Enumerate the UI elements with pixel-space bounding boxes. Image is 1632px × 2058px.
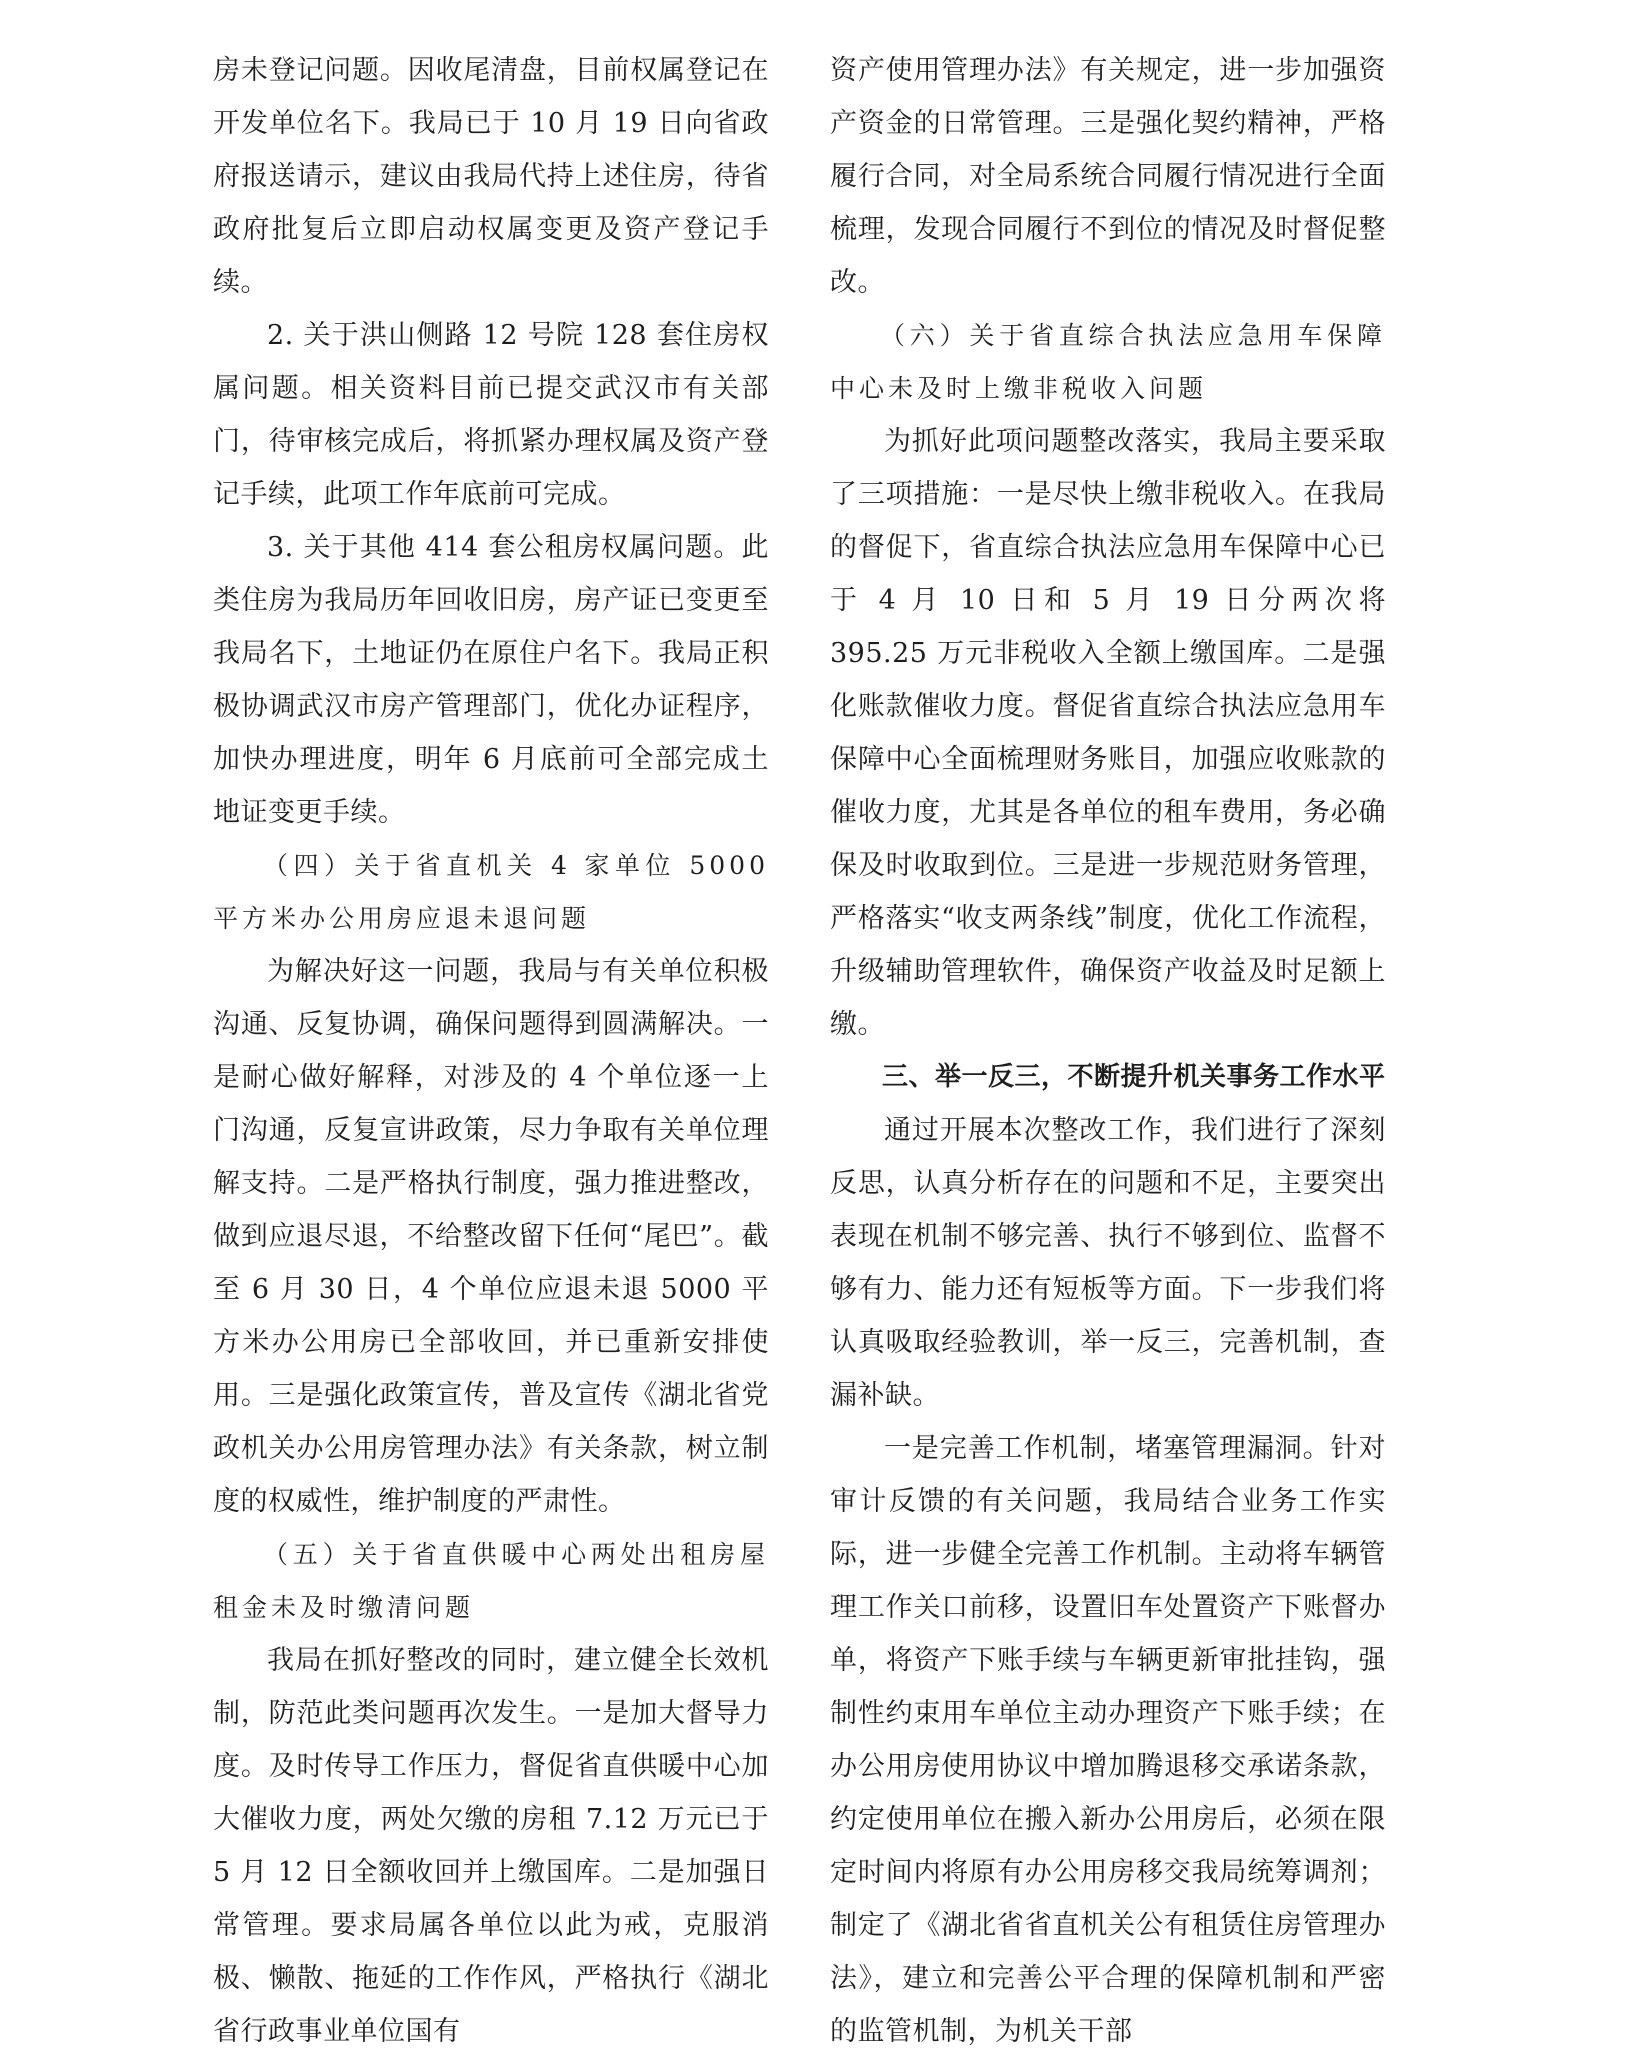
- subheading: （六）关于省直综合执法应急用车保障中心未及时上缴非税收入问题: [830, 321, 1386, 403]
- paragraph: 一是完善工作机制，堵塞管理漏洞。针对审计反馈的有关问题，我局结合业务工作实际，进一步健全完善工作机制。主动将车辆管理工作关口前移，设置旧车处置资产下账督办单，将资产下账手续与车辆更新审批挂钩，强制性约束用车单位主动办理资产下账手续；在办公用房使用协议中增加腾退移交承诺条款，约定使用单位在搬入新办公用房后，必须在限定时间内将原有办公用房移交我局统筹调剂；制定了《湖北省省直机关公有租赁住房管理办法》，建立和完善公平合理的保障机制和严密的监管机制，为机关干部: [830, 1433, 1386, 2047]
- paragraph: 为解决好这一问题，我局与有关单位积极沟通、反复协调，确保问题得到圆满解决。一是耐心做好解释，对涉及的 4 个单位逐一上门沟通，反复宣讲政策，尽力争取有关单位理解支持。二是严格执行制度，强力推进整改，做到应退尽退，不给整改留下任何“尾巴”。截至 6 月 30 日，4 个单位应退未退 5000 平方米办公用房已全部收回，并已重新安排使用。三是强化政策宣传，普及宣传《湖北省党政机关办公用房管理办法》有关条款，树立制度的权威性，维护制度的严肃性。: [213, 956, 769, 1517]
- right-column: [830, 44, 1386, 2058]
- paragraph: 为抓好此项问题整改落实，我局主要采取了三项措施：一是尽快上缴非税收入。在我局的督促下，省直综合执法应急用车保障中心已于 4 月 10 日和 5 月 19 日分两次将 395.25 万元非税收入全额上缴国库。二是强化账款催收力度。督促省直综合执法应急用车保障中心全面梳理财务账目，加强应收账款的催收力度，尤其是各单位的租车费用，务必确保及时收取到位。三是进一步规范财务管理，严格落实“收支两条线”制度，优化工作流程，升级辅助管理软件，确保资产收益及时足额上缴。: [830, 426, 1386, 1040]
- left-column: [213, 44, 769, 2058]
- subheading: （五）关于省直供暖中心两处出租房屋租金未及时缴清问题: [213, 1540, 769, 1622]
- paragraph: 3. 关于其他 414 套公租房权属问题。此类住房为我局历年回收旧房，房产证已变更至我局名下，土地证仍在原住户名下。我局正积极协调武汉市房产管理部门，优化办证程序，加快办理进度，明年 6 月底前可全部完成土地证变更手续。: [213, 532, 769, 828]
- paragraph: 2. 关于洪山侧路 12 号院 128 套住房权属问题。相关资料目前已提交武汉市有关部门，待审核完成后，将抓紧办理权属及资产登记手续，此项工作年底前可完成。: [213, 320, 769, 510]
- paragraph: 资产使用管理办法》有关规定，进一步加强资产资金的日常管理。三是强化契约精神，严格履行合同，对全局系统合同履行情况进行全面梳理，发现合同履行不到位的情况及时督促整改。: [830, 55, 1386, 298]
- paragraph: 我局在抓好整改的同时，建立健全长效机制，防范此类问题再次发生。一是加大督导力度。及时传导工作压力，督促省直供暖中心加大催收力度，两处欠缴的房租 7.12 万元已于 5 月 12 日全额收回并上缴国库。二是加强日常管理。要求局属各单位以此为戒，克服消极、懒散、拖延的工作作风，严格执行《湖北省行政事业单位国有: [213, 1645, 769, 2047]
- section-heading: 三、举一反三，不断提升机关事务工作水平: [882, 1062, 1386, 1092]
- paragraph: 房未登记问题。因收尾清盘，目前权属登记在开发单位名下。我局已于 10 月 19 日向省政府报送请示，建议由我局代持上述住房，待省政府批复后立即启动权属变更及资产登记手续。: [213, 55, 769, 298]
- subheading: （四）关于省直机关 4 家单位 5000 平方米办公用房应退未退问题: [213, 851, 769, 933]
- paragraph: 通过开展本次整改工作，我们进行了深刻反思，认真分析存在的问题和不足，主要突出表现在机制不够完善、执行不够到位、监督不够有力、能力还有短板等方面。下一步我们将认真吸取经验教训，举一反三，完善机制，查漏补缺。: [830, 1115, 1386, 1411]
